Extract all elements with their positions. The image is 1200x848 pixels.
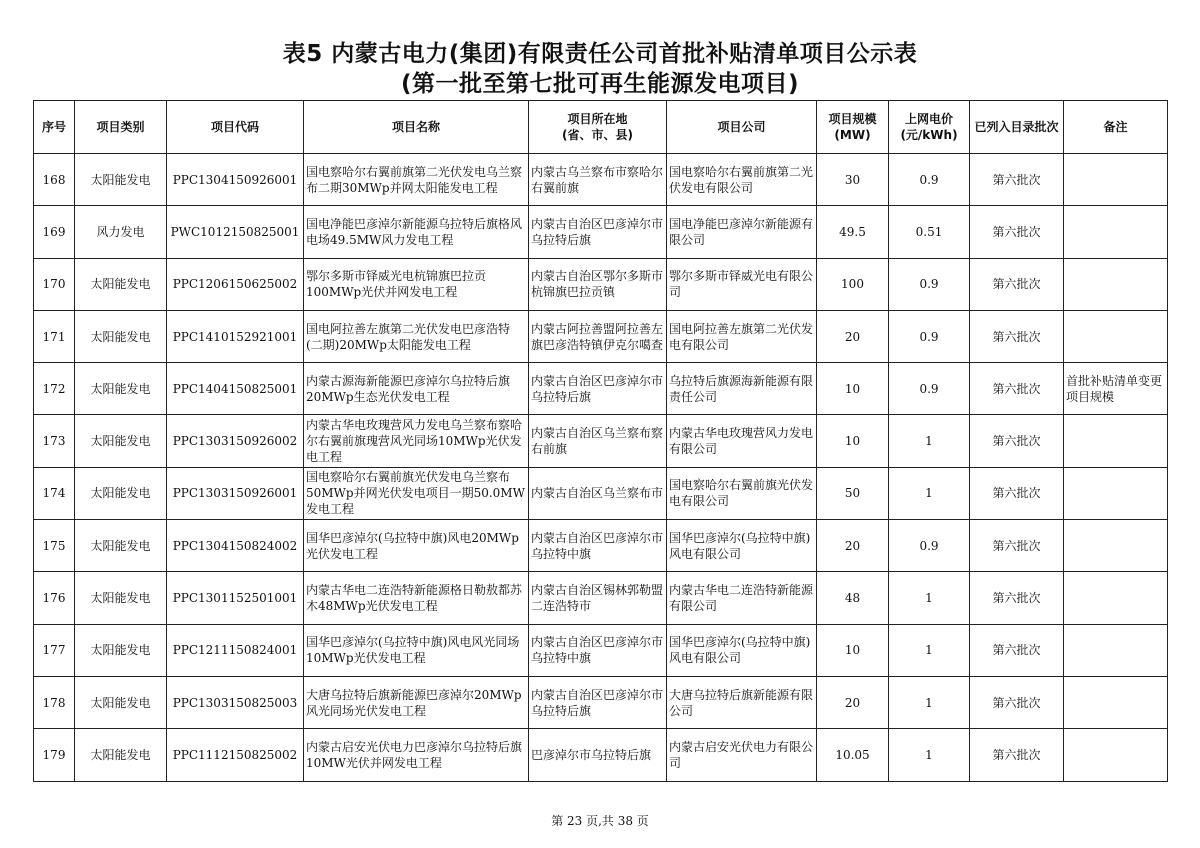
cell-company: 国电察哈尔右翼前旗第二光伏发电有限公司	[667, 154, 817, 206]
cell-seq: 178	[34, 676, 75, 728]
cell-price: 1	[889, 415, 970, 467]
cell-scale: 50	[817, 467, 889, 519]
cell-name: 内蒙古启安光伏电力巴彦淖尔乌拉特后旗10MW光伏并网发电工程	[304, 729, 529, 781]
cell-location: 内蒙古乌兰察布市察哈尔右翼前旗	[529, 154, 667, 206]
cell-note	[1064, 520, 1168, 572]
cell-location: 内蒙古自治区乌兰察布察右前旗	[529, 415, 667, 467]
cell-location: 内蒙古阿拉善盟阿拉善左旗巴彦浩特镇伊克尔噶查	[529, 310, 667, 362]
cell-location: 巴彦淖尔市乌拉特后旗	[529, 729, 667, 781]
cell-batch: 第六批次	[970, 363, 1064, 415]
cell-company: 乌拉特后旗源海新能源有限责任公司	[667, 363, 817, 415]
cell-seq: 177	[34, 624, 75, 676]
table-row	[34, 415, 1168, 467]
cell-category: 太阳能发电	[75, 572, 167, 624]
cell-category: 太阳能发电	[75, 624, 167, 676]
cell-price: 0.9	[889, 310, 970, 362]
cell-location: 内蒙古自治区巴彦淖尔市乌拉特后旗	[529, 363, 667, 415]
table-row	[34, 154, 1168, 206]
cell-code: PPC1211150824001	[167, 624, 304, 676]
cell-scale: 10	[817, 624, 889, 676]
cell-company: 国电阿拉善左旗第二光伏发电有限公司	[667, 310, 817, 362]
cell-code: PPC1303150926002	[167, 415, 304, 467]
cell-scale: 20	[817, 520, 889, 572]
cell-scale: 10	[817, 415, 889, 467]
header-location: 项目所在地 (省、市、县)	[529, 101, 667, 154]
cell-name: 国电察哈尔右翼前旗第二光伏发电乌兰察布二期30MWp并网太阳能发电工程	[304, 154, 529, 206]
cell-price: 0.9	[889, 520, 970, 572]
table-row	[34, 363, 1168, 415]
cell-category: 太阳能发电	[75, 415, 167, 467]
cell-note	[1064, 258, 1168, 310]
header-scale: 项目规模 (MW)	[817, 101, 889, 154]
cell-name: 国电阿拉善左旗第二光伏发电巴彦浩特(二期)20MWp太阳能发电工程	[304, 310, 529, 362]
cell-location: 内蒙古自治区乌兰察布市	[529, 467, 667, 519]
cell-company: 内蒙古启安光伏电力有限公司	[667, 729, 817, 781]
cell-price: 1	[889, 572, 970, 624]
table-row	[34, 520, 1168, 572]
cell-seq: 169	[34, 206, 75, 258]
cell-location: 内蒙古自治区鄂尔多斯市杭锦旗巴拉贡镇	[529, 258, 667, 310]
cell-name: 国华巴彦淖尔(乌拉特中旗)风电20MWp光伏发电工程	[304, 520, 529, 572]
table-row	[34, 467, 1168, 519]
cell-location: 内蒙古自治区巴彦淖尔市乌拉特后旗	[529, 676, 667, 728]
cell-seq: 176	[34, 572, 75, 624]
cell-company: 鄂尔多斯市铎威光电有限公司	[667, 258, 817, 310]
cell-seq: 170	[34, 258, 75, 310]
header-price: 上网电价 (元/kWh)	[889, 101, 970, 154]
header-batch: 已列入目录批次	[970, 101, 1064, 154]
cell-note	[1064, 729, 1168, 781]
cell-scale: 10.05	[817, 729, 889, 781]
cell-name: 国电净能巴彦淖尔新能源乌拉特后旗格风电场49.5MW风力发电工程	[304, 206, 529, 258]
table-row	[34, 729, 1168, 781]
cell-price: 0.9	[889, 154, 970, 206]
cell-price: 0.51	[889, 206, 970, 258]
cell-seq: 174	[34, 467, 75, 519]
cell-name: 内蒙古华电二连浩特新能源格日勒敖都苏木48MWp光伏发电工程	[304, 572, 529, 624]
header-code: 项目代码	[167, 101, 304, 154]
cell-code: PPC1404150825001	[167, 363, 304, 415]
table-row	[34, 572, 1168, 624]
header-name: 项目名称	[304, 101, 529, 154]
cell-company: 内蒙古华电玫瑰营风力发电有限公司	[667, 415, 817, 467]
cell-code: PPC1206150625002	[167, 258, 304, 310]
cell-company: 国电净能巴彦淖尔新能源有限公司	[667, 206, 817, 258]
cell-batch: 第六批次	[970, 206, 1064, 258]
page-footer: 第 23 页,共 38 页	[551, 814, 649, 828]
cell-category: 太阳能发电	[75, 676, 167, 728]
cell-seq: 175	[34, 520, 75, 572]
table-header-row	[34, 101, 1168, 154]
cell-price: 0.9	[889, 363, 970, 415]
cell-location: 内蒙古自治区巴彦淖尔市乌拉特后旗	[529, 206, 667, 258]
cell-category: 太阳能发电	[75, 258, 167, 310]
cell-location: 内蒙古自治区巴彦淖尔市乌拉特中旗	[529, 520, 667, 572]
cell-batch: 第六批次	[970, 676, 1064, 728]
table-row	[34, 676, 1168, 728]
cell-batch: 第六批次	[970, 572, 1064, 624]
header-note: 备注	[1064, 101, 1168, 154]
cell-company: 大唐乌拉特后旗新能源有限公司	[667, 676, 817, 728]
cell-note	[1064, 310, 1168, 362]
project-table	[33, 100, 1168, 782]
cell-category: 太阳能发电	[75, 310, 167, 362]
cell-code: PPC1303150825003	[167, 676, 304, 728]
cell-name: 内蒙古华电玫瑰营风力发电乌兰察布察哈尔右翼前旗瑰营风光同场10MWp光伏发电工程	[304, 415, 529, 467]
cell-note	[1064, 676, 1168, 728]
cell-price: 1	[889, 729, 970, 781]
cell-note	[1064, 467, 1168, 519]
cell-code: PPC1112150825002	[167, 729, 304, 781]
cell-note	[1064, 572, 1168, 624]
cell-location: 内蒙古自治区锡林郭勒盟二连浩特市	[529, 572, 667, 624]
cell-scale: 100	[817, 258, 889, 310]
cell-seq: 173	[34, 415, 75, 467]
cell-seq: 172	[34, 363, 75, 415]
cell-note: 首批补贴清单变更项目规模	[1064, 363, 1168, 415]
cell-note	[1064, 154, 1168, 206]
cell-name: 内蒙古源海新能源巴彦淖尔乌拉特后旗20MWp生态光伏发电工程	[304, 363, 529, 415]
cell-company: 国华巴彦淖尔(乌拉特中旗)风电有限公司	[667, 520, 817, 572]
cell-price: 1	[889, 676, 970, 728]
cell-batch: 第六批次	[970, 310, 1064, 362]
cell-company: 国华巴彦淖尔(乌拉特中旗)风电有限公司	[667, 624, 817, 676]
cell-note	[1064, 624, 1168, 676]
cell-batch: 第六批次	[970, 729, 1064, 781]
cell-category: 太阳能发电	[75, 154, 167, 206]
cell-scale: 20	[817, 310, 889, 362]
cell-price: 1	[889, 467, 970, 519]
cell-scale: 20	[817, 676, 889, 728]
page-title: 表5 内蒙古电力(集团)有限责任公司首批补贴清单项目公示表	[282, 41, 918, 67]
cell-batch: 第六批次	[970, 154, 1064, 206]
cell-code: PWC1012150825001	[167, 206, 304, 258]
cell-batch: 第六批次	[970, 624, 1064, 676]
table-row	[34, 310, 1168, 362]
cell-scale: 10	[817, 363, 889, 415]
cell-seq: 168	[34, 154, 75, 206]
cell-name: 国华巴彦淖尔(乌拉特中旗)风电风光同场10MWp光伏发电工程	[304, 624, 529, 676]
cell-batch: 第六批次	[970, 467, 1064, 519]
cell-company: 国电察哈尔右翼前旗光伏发电有限公司	[667, 467, 817, 519]
table-row	[34, 624, 1168, 676]
cell-company: 内蒙古华电二连浩特新能源有限公司	[667, 572, 817, 624]
header-category: 项目类别	[75, 101, 167, 154]
cell-price: 0.9	[889, 258, 970, 310]
cell-price: 1	[889, 624, 970, 676]
cell-code: PPC1410152921001	[167, 310, 304, 362]
cell-code: PPC1304150926001	[167, 154, 304, 206]
cell-category: 太阳能发电	[75, 729, 167, 781]
cell-code: PPC1303150926001	[167, 467, 304, 519]
cell-note	[1064, 415, 1168, 467]
table-row	[34, 258, 1168, 310]
table-row	[34, 206, 1168, 258]
cell-location: 内蒙古自治区巴彦淖尔市乌拉特中旗	[529, 624, 667, 676]
header-company: 项目公司	[667, 101, 817, 154]
cell-category: 太阳能发电	[75, 467, 167, 519]
page-subtitle: (第一批至第七批可再生能源发电项目)	[400, 71, 800, 97]
cell-code: PPC1301152501001	[167, 572, 304, 624]
cell-scale: 48	[817, 572, 889, 624]
cell-batch: 第六批次	[970, 520, 1064, 572]
cell-category: 太阳能发电	[75, 363, 167, 415]
cell-code: PPC1304150824002	[167, 520, 304, 572]
cell-scale: 49.5	[817, 206, 889, 258]
cell-batch: 第六批次	[970, 415, 1064, 467]
cell-seq: 179	[34, 729, 75, 781]
header-seq: 序号	[34, 101, 75, 154]
cell-category: 太阳能发电	[75, 520, 167, 572]
cell-name: 国电察哈尔右翼前旗光伏发电乌兰察布50MWp并网光伏发电项目一期50.0MW发电工程	[304, 467, 529, 519]
cell-name: 鄂尔多斯市铎威光电杭锦旗巴拉贡100MWp光伏并网发电工程	[304, 258, 529, 310]
cell-batch: 第六批次	[970, 258, 1064, 310]
cell-scale: 30	[817, 154, 889, 206]
cell-seq: 171	[34, 310, 75, 362]
cell-note	[1064, 206, 1168, 258]
cell-category: 风力发电	[75, 206, 167, 258]
cell-name: 大唐乌拉特后旗新能源巴彦淖尔20MWp风光同场光伏发电工程	[304, 676, 529, 728]
